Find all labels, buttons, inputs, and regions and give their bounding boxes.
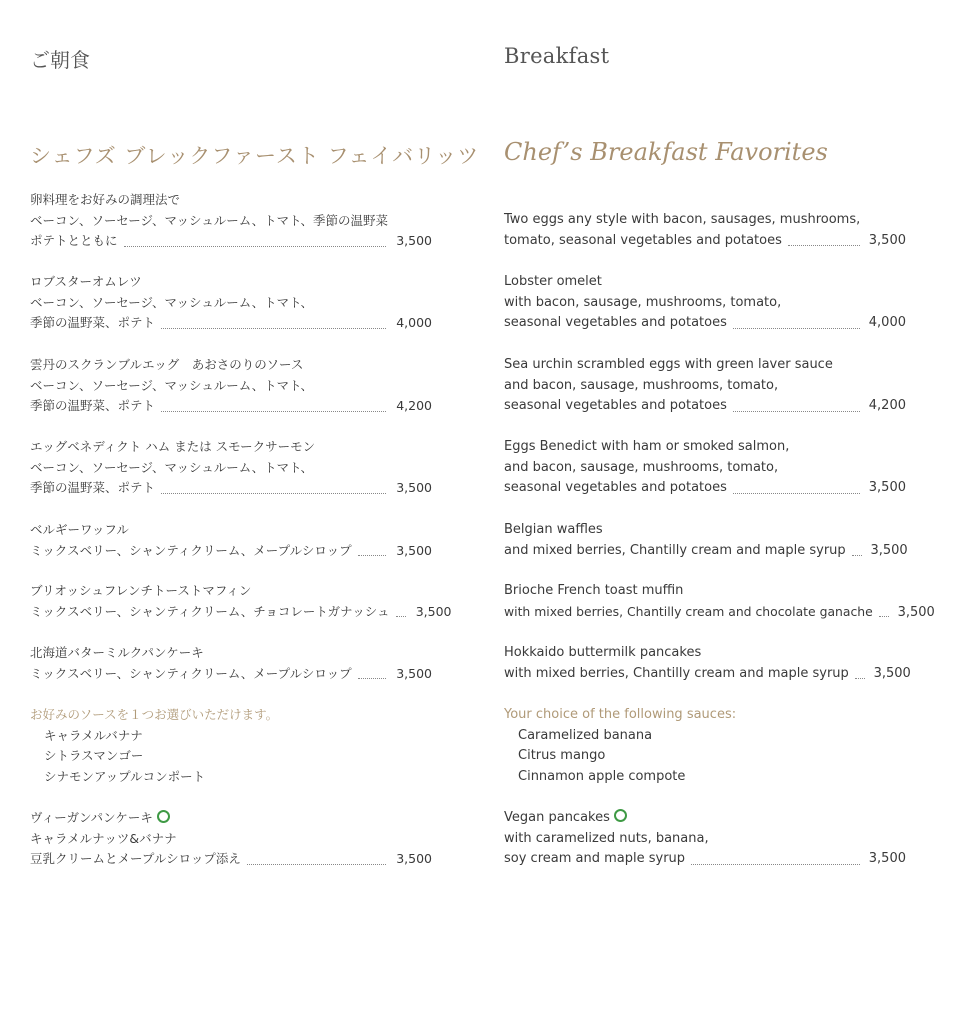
item-line: Hokkaido buttermilk pancakes xyxy=(504,645,702,660)
item-description: ミックスベリー、シャンティクリーム、メープルシロップ xyxy=(30,542,352,558)
item-price: 3,500 xyxy=(868,851,906,867)
dot-leader xyxy=(161,492,386,494)
dot-leader xyxy=(733,327,860,329)
item-line: Sea urchin scrambled eggs with green laver sauce xyxy=(504,357,833,372)
item-description: seasonal vegetables and potatoes xyxy=(504,480,727,496)
dot-leader xyxy=(879,615,889,617)
item-description: ミックスベリー、シャンティクリーム、チョコレートガナッシュ xyxy=(30,603,390,619)
sauce-option: シトラスマンゴー xyxy=(44,748,144,764)
menu-item-en-5 xyxy=(504,520,906,561)
vegan-circle-icon xyxy=(157,810,170,823)
dot-leader xyxy=(691,863,860,865)
item-description: ミックスベリー、シャンティクリーム、メープルシロップ xyxy=(30,665,352,681)
dot-leader xyxy=(161,327,386,329)
sauce-heading: Your choice of the following sauces: xyxy=(504,707,737,722)
item-description: with mixed berries, Chantilly cream and maple syrup xyxy=(504,665,849,681)
item-price: 3,500 xyxy=(396,233,432,249)
menu-item-en-4 xyxy=(504,437,906,499)
item-description: 季節の温野菜、ポテト xyxy=(30,315,156,331)
vegan-circle-icon xyxy=(614,809,627,822)
dot-leader xyxy=(733,492,860,494)
sauce-options-jp xyxy=(30,705,432,788)
item-line: Brioche French toast muffin xyxy=(504,583,684,598)
item-line: Lobster omelet xyxy=(504,274,602,289)
menu-item-jp-6 xyxy=(30,581,452,622)
item-line: ベーコン、ソーセージ、マッシュルーム、トマト、 xyxy=(30,377,314,393)
item-price: 4,000 xyxy=(868,315,906,331)
menu-item-jp-vegan xyxy=(30,808,432,870)
menu-item-jp-2 xyxy=(30,272,432,334)
item-price: 3,500 xyxy=(415,603,452,619)
item-description: ポテトとともに xyxy=(30,233,118,249)
item-line: 北海道バターミルクパンケーキ xyxy=(30,645,204,660)
dot-leader xyxy=(358,554,386,556)
item-line: Eggs Benedict with ham or smoked salmon, xyxy=(504,439,790,454)
dot-leader xyxy=(358,677,386,679)
item-line: and bacon, sausage, mushrooms, tomato, xyxy=(504,377,779,393)
item-line: and bacon, sausage, mushrooms, tomato, xyxy=(504,459,779,475)
item-description: with mixed berries, Chantilly cream and chocolate ganache xyxy=(504,603,873,619)
menu-item-jp-1 xyxy=(30,190,432,252)
item-price: 3,500 xyxy=(870,542,908,558)
item-line: ベーコン、ソーセージ、マッシュルーム、トマト、 xyxy=(30,294,314,310)
menu-item-en-vegan xyxy=(504,808,906,870)
dot-leader xyxy=(733,410,860,412)
item-price: 4,200 xyxy=(396,398,432,414)
item-price: 3,500 xyxy=(396,542,432,558)
item-line: Belgian waffles xyxy=(504,522,603,537)
sauce-option: キャラメルバナナ xyxy=(44,727,143,743)
item-description: and mixed berries, Chantilly cream and maple syrup xyxy=(504,542,846,558)
sauce-options-en xyxy=(504,705,906,788)
item-price: 3,500 xyxy=(868,232,906,248)
menu-item-jp-5 xyxy=(30,520,432,561)
menu-item-jp-7 xyxy=(30,643,432,684)
item-line: with caramelized nuts, banana, xyxy=(504,830,709,846)
menu-item-en-6 xyxy=(504,581,935,622)
item-description: 季節の温野菜、ポテト xyxy=(30,398,156,414)
item-description: 季節の温野菜、ポテト xyxy=(30,480,156,496)
item-description: soy cream and maple syrup xyxy=(504,851,686,867)
item-description: seasonal vegetables and potatoes xyxy=(504,398,727,414)
item-line: ベーコン、ソーセージ、マッシュルーム、トマト、 xyxy=(30,459,314,475)
item-line: Two eggs any style with bacon, sausages, mushrooms, xyxy=(504,212,861,227)
item-price: 4,200 xyxy=(868,398,906,414)
item-line: 卵料理をお好みの調理法で xyxy=(30,192,181,207)
item-description: tomato, seasonal vegetables and potatoes xyxy=(504,232,782,248)
item-line: ブリオッシュフレンチトーストマフィン xyxy=(30,583,252,598)
dot-leader xyxy=(396,615,406,617)
menu-item-en-2 xyxy=(504,272,906,334)
item-price: 3,500 xyxy=(396,480,432,496)
item-line: 雲丹のスクランブルエッグ あおさのりのソース xyxy=(30,357,304,372)
section-title-jp: シェフズ ブレックファースト フェイバリッツ xyxy=(30,144,480,168)
menu-item-jp-3 xyxy=(30,355,432,417)
item-description: 豆乳クリームとメープルシロップ添え xyxy=(30,851,241,867)
sauce-option: Cinnamon apple compote xyxy=(518,769,686,785)
menu-item-en-7 xyxy=(504,643,911,684)
section-title-en: Chef’s Breakfast Favorites xyxy=(504,138,828,166)
dot-leader xyxy=(124,245,386,247)
item-title: ヴィーガンパンケーキ xyxy=(30,810,153,825)
item-line: キャラメルナッツ&バナナ xyxy=(30,830,177,846)
dot-leader xyxy=(161,410,386,412)
menu-item-en-1 xyxy=(504,210,906,251)
sauce-option: シナモンアップルコンポート xyxy=(44,769,206,785)
dot-leader xyxy=(852,554,862,556)
item-title: Vegan pancakes xyxy=(504,810,610,825)
item-description: seasonal vegetables and potatoes xyxy=(504,315,727,331)
sauce-option: Caramelized banana xyxy=(518,727,653,743)
item-price: 3,500 xyxy=(873,665,911,681)
item-price: 3,500 xyxy=(868,480,906,496)
item-price: 4,000 xyxy=(396,315,432,331)
page-title-en: Breakfast xyxy=(504,44,610,68)
menu-item-jp-4 xyxy=(30,437,432,499)
page-title-jp: ご朝食 xyxy=(30,48,90,72)
sauce-option: Citrus mango xyxy=(518,748,606,764)
item-price: 3,500 xyxy=(897,604,935,620)
dot-leader xyxy=(247,863,386,865)
item-price: 3,500 xyxy=(396,665,432,681)
item-line: ベーコン、ソーセージ、マッシュルーム、トマト、季節の温野菜 xyxy=(30,212,389,228)
dot-leader xyxy=(855,677,865,679)
item-line: エッグベネディクト ハム または スモークサーモン xyxy=(30,439,316,454)
item-line: with bacon, sausage, mushrooms, tomato, xyxy=(504,294,782,310)
item-line: ベルギーワッフル xyxy=(30,522,129,537)
menu-item-en-3 xyxy=(504,355,906,417)
dot-leader xyxy=(788,244,860,246)
item-price: 3,500 xyxy=(396,851,432,867)
sauce-heading: お好みのソースを１つお選びいただけます。 xyxy=(30,707,279,722)
item-line: ロブスターオムレツ xyxy=(30,274,142,289)
